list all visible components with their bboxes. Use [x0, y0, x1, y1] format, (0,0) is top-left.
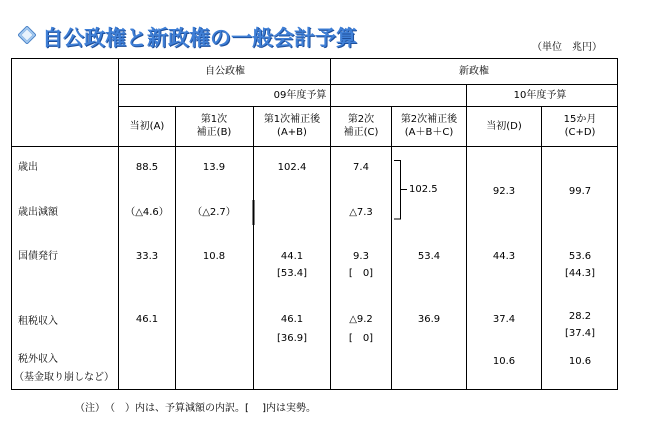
cell-tax-cd-actual: [37.4] — [564, 328, 596, 339]
cell-tax-ab-actual: [36.9] — [276, 333, 308, 344]
unit-label: （単位 兆円） — [532, 42, 602, 53]
row-label-expenditure-cut: 歳出減額 — [18, 207, 58, 218]
header-group-new: 新政権 — [459, 66, 489, 77]
cell-nontax-d: 10.6 — [492, 356, 516, 367]
cell-tax-c-actual: [ 0] — [348, 333, 374, 344]
cell-expenditure-b: 13.9 — [202, 162, 226, 173]
cell-tax-a: 46.1 — [135, 314, 159, 325]
cell-cut-c: △7.3 — [349, 207, 373, 218]
page-title: 自公政権と新政権の一般会計予算 — [42, 25, 357, 50]
cell-bonds-a: 33.3 — [135, 251, 159, 262]
header-year-old: 09年度予算 — [273, 90, 327, 101]
cell-expenditure-a: 88.5 — [135, 162, 159, 173]
header-group-old: 自公政権 — [205, 66, 245, 77]
header-col-d: 当初(D) — [486, 121, 522, 132]
cell-tax-cd: 28.2 — [568, 311, 592, 322]
header-col-c-line1: 第2次 — [347, 114, 375, 125]
footnote: （注） （ ）内は、予算減額の内訳。[ ]内は実勢。 — [75, 403, 316, 414]
cell-bonds-c-actual: [ 0] — [348, 268, 374, 279]
cell-tax-abc: 36.9 — [417, 314, 441, 325]
header-col-ab-line1: 第1次補正後 — [263, 114, 321, 125]
row-label-tax: 租税収入 — [18, 316, 58, 327]
row-label-expenditure: 歳出 — [18, 162, 38, 173]
cell-bonds-ab-actual: [53.4] — [276, 268, 308, 279]
header-year-new: 10年度予算 — [513, 90, 567, 101]
cell-expenditure-c: 7.4 — [353, 162, 369, 173]
cell-bonds-d: 44.3 — [492, 251, 516, 262]
header-col-abc-line1: 第2次補正後 — [400, 114, 458, 125]
cell-tax-d: 37.4 — [492, 314, 516, 325]
cell-expenditure-cd: 99.7 — [568, 186, 592, 197]
header-col-cd-line2: (C+D) — [564, 127, 596, 138]
cell-expenditure-d: 92.3 — [492, 186, 516, 197]
header-col-b-line1: 第1次 — [200, 114, 228, 125]
cell-expenditure-abc: 102.5 — [409, 184, 438, 195]
row-sublabel-nontax: （基金取り崩しなど） — [14, 372, 114, 383]
row-label-bonds: 国債発行 — [18, 251, 58, 262]
header-col-a: 当初(A) — [129, 121, 165, 132]
cell-nontax-cd: 10.6 — [568, 356, 592, 367]
cell-bonds-b: 10.8 — [202, 251, 226, 262]
diamond-icon — [18, 26, 36, 44]
header-col-abc-line2: (A＋B＋C) — [404, 127, 454, 138]
cell-expenditure-ab: 102.4 — [277, 162, 307, 173]
cell-cut-b: （△2.7） — [192, 207, 236, 218]
header-col-c-line2: 補正(C) — [343, 127, 379, 138]
cell-bonds-abc: 53.4 — [417, 251, 441, 262]
cell-bonds-cd: 53.6 — [568, 251, 592, 262]
cell-bonds-cd-actual: [44.3] — [564, 268, 596, 279]
cell-bonds-ab: 44.1 — [280, 251, 304, 262]
cell-bonds-c: 9.3 — [353, 251, 369, 262]
cell-cut-a: （△4.6） — [125, 207, 169, 218]
header-col-ab-line2: (A+B) — [277, 127, 307, 138]
header-col-cd-line1: 15か月 — [563, 114, 597, 125]
cell-tax-ab: 46.1 — [280, 314, 304, 325]
row-label-nontax: 税外収入 — [18, 354, 58, 365]
cell-tax-c: △9.2 — [349, 314, 373, 325]
header-col-b-line2: 補正(B) — [196, 127, 232, 138]
